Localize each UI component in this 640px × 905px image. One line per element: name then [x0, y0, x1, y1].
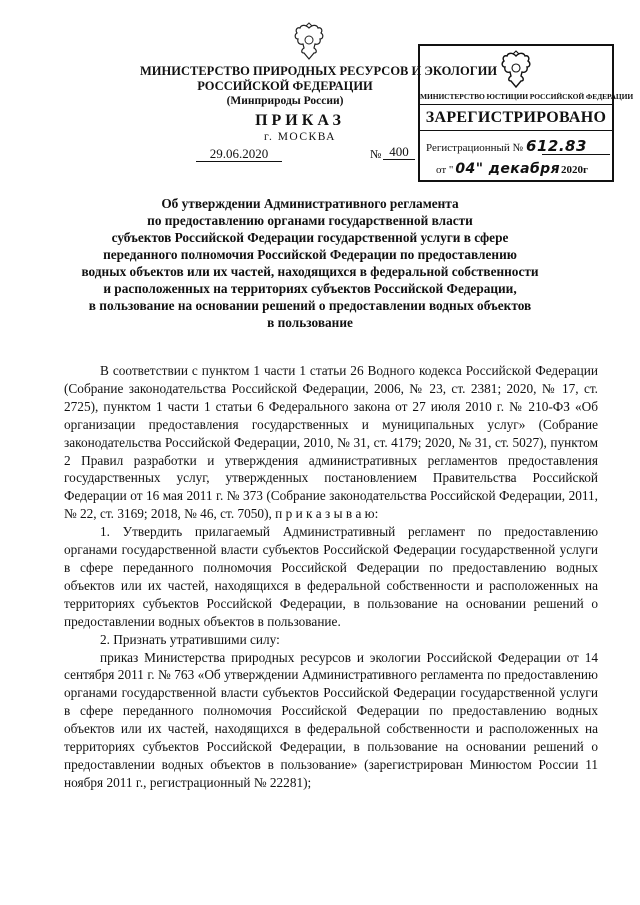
order-number-prefix: № — [370, 147, 382, 161]
stamp-registration-number-line — [426, 137, 587, 155]
stamp-reg-label: Регистрационный № — [426, 142, 524, 154]
order-number: 400 — [383, 144, 415, 160]
title-line: переданного полномочия Российской Федерации по предоставлению — [103, 247, 517, 262]
paragraph-item-1: 1. Утвердить прилагаемый Административный регламент по предоставлению органами государственной власти субъектов Российской Федерации государственной услуги в сфере переданного полномочия Российской Федерации по предоставлению водных объектов или их частей, находящихся в федеральной собственности и расположенных на территориях субъектов Российской Федерации, в пользование на основании решений о предоставлении водных объектов в пользование. — [64, 524, 598, 629]
order-date: 29.06.2020 — [196, 146, 282, 162]
document-title — [80, 195, 540, 331]
title-line: в пользование — [267, 315, 353, 330]
stamp-reg-number: 612.83 — [526, 137, 587, 155]
title-line: Об утверждении Административного регламента — [161, 196, 459, 211]
ministry-name — [140, 64, 498, 109]
paragraph-repealed-order: приказ Министерства природных ресурсов и экологии Российской Федерации от 14 сентября 2011 г. № 763 «Об утверждении Административного регламента по предоставлению органами государственной власти субъектов Российской Федерации государственной услуги в сфере переданного полномочия Российской Федерации по предоставлению водных объектов или их частей, находящихся в федеральной собственности и расположенных на территориях субъектов Российской Федерации, в пользование на основании решений о предоставлении водных объектов в пользование» (зарегистрирован Минюстом России 11 ноября 2011 г., регистрационный № 22281); — [64, 649, 598, 790]
document-body — [64, 362, 598, 792]
title-line: в пользование на основании решений о предоставлении водных объектов — [88, 298, 532, 313]
title-line: водных объектов или их частей, находящихся в федеральной собственности — [81, 264, 539, 279]
ministry-line-1: МИНИСТЕРСТВО ПРИРОДНЫХ РЕСУРСОВ И ЭКОЛОГИИ — [140, 64, 498, 78]
stamp-ministry-name: МИНИСТЕРСТВО ЮСТИЦИИ РОССИЙСКОЙ ФЕДЕРАЦИИ — [420, 92, 634, 101]
stamp-divider — [420, 130, 612, 131]
title-line: субъектов Российской Федерации государственной услуги в сфере — [111, 230, 509, 245]
ministry-line-2: РОССИЙСКОЙ ФЕДЕРАЦИИ — [197, 79, 373, 93]
stamp-date-line — [436, 161, 588, 177]
stamp-date-handwritten: 04" декабря — [455, 161, 560, 177]
order-city: г. МОСКВА — [264, 131, 336, 143]
stamp-registered-title: ЗАРЕГИСТРИРОВАНО — [425, 109, 607, 126]
registration-stamp — [418, 44, 634, 182]
paragraph-preamble: В соответствии с пунктом 1 части 1 статьи 26 Водного кодекса Российской Федерации (Собрание законодательства Российской Федерации, 2006, № 23, ст. 2381; 2020, № 17, ст. 2725), пунктом 1 части 1 статьи 6 Федерального закона от 27 июля 2010 г. № 210-ФЗ «Об организации предоставления государственных и муниципальных услуг» (Собрание законодательства Российской Федерации, 2010, № 31, ст. 4179; 2020, № 31, ст. 5027), пунктом 2 Правил разработки и утверждения административных регламентов предоставления государственных услуг, утвержденных постановлением Правительства Российской Федерации от 16 мая 2011 г. № 373 (Собрание законодательства Российской Федерации, 2011, № 22, ст. 3169; 2018, № 46, ст. 7050), п р и к а з ы в а ю: — [64, 363, 598, 522]
coat-of-arms-icon — [498, 50, 534, 90]
stamp-date-prefix: от " — [436, 164, 454, 176]
title-line: и расположенных на территориях субъектов Российской Федерации, — [103, 281, 517, 296]
paragraph-item-2: 2. Признать утратившими силу: — [100, 631, 280, 647]
order-title: ПРИКАЗ — [255, 112, 345, 129]
stamp-underline — [542, 154, 610, 155]
coat-of-arms-icon — [292, 22, 326, 62]
title-line: по предоставлению органами государственной власти — [147, 213, 473, 228]
ministry-short-name: (Минприроды России) — [226, 95, 344, 107]
stamp-year: 2020г — [561, 164, 588, 176]
stamp-divider — [420, 104, 612, 105]
